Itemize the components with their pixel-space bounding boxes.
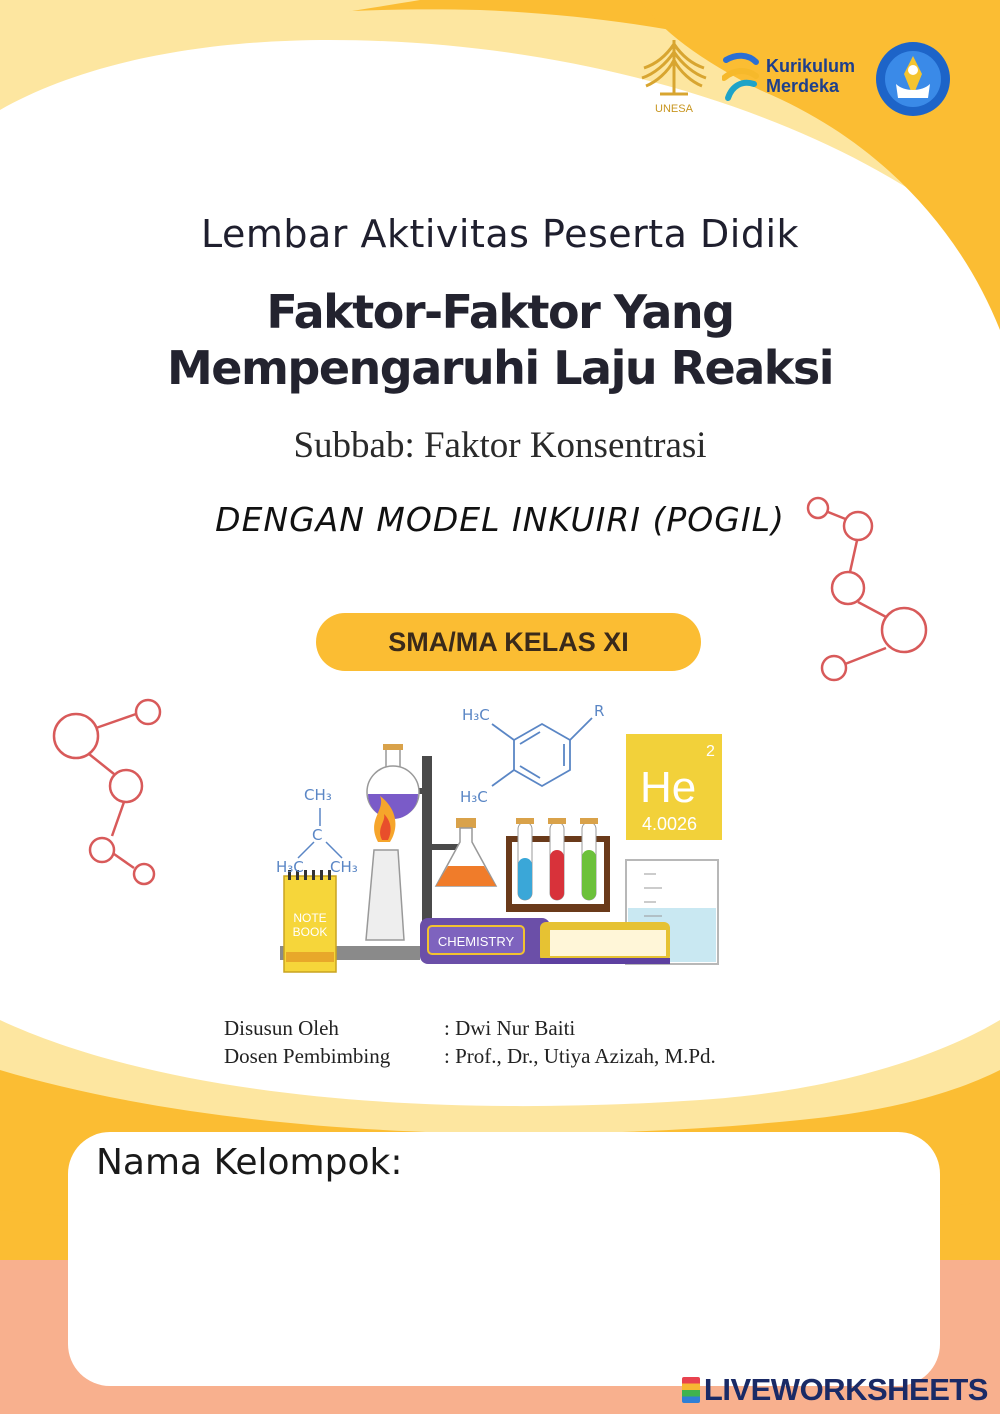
worksheet-subtitle: Lembar Aktivitas Peserta Didik <box>200 212 800 256</box>
kurikulum-logo-line1: Kurikulum <box>766 56 856 76</box>
erlenmeyer-flask <box>436 818 496 886</box>
credits-block <box>224 1014 716 1070</box>
tut-wuri-handayani-logo <box>874 40 952 118</box>
kurikulum-merdeka-logo <box>722 50 872 106</box>
notebook-label-2: BOOK <box>292 925 328 939</box>
formula-left-ch3-top: CH₃ <box>304 786 332 804</box>
test-tube-rack <box>506 818 610 912</box>
worksheet-title <box>0 284 1000 396</box>
advisor-row <box>224 1042 716 1070</box>
retort-stand <box>422 756 432 926</box>
unesa-logo <box>636 34 712 118</box>
element-symbol: He <box>640 763 697 812</box>
kurikulum-logo-line2: Merdeka <box>766 76 840 96</box>
book-label: CHEMISTRY <box>437 934 515 949</box>
chemistry-books <box>420 918 670 964</box>
author-label: Disusun Oleh <box>224 1016 339 1040</box>
title-line-1: Faktor-Faktor Yang <box>266 285 734 339</box>
advisor-label: Dosen Pembimbing <box>224 1044 391 1068</box>
liveworksheets-watermark <box>682 1372 988 1408</box>
element-mass: 4.0026 <box>642 814 698 834</box>
title-line-2: Mempengaruhi Laju Reaksi <box>167 341 833 395</box>
molecule-decoration-left <box>44 692 174 892</box>
chemistry-lab-illustration <box>270 690 730 980</box>
watermark-text: LIVEWORKSHEETS <box>703 1372 988 1407</box>
advisor-value: : Prof., Dr., Utiya Azizah, M.Pd. <box>444 1044 716 1068</box>
author-value: : Dwi Nur Baiti <box>444 1016 576 1040</box>
notebook-label-1: NOTE <box>293 911 327 925</box>
formula-left-ch3: CH₃ <box>330 858 358 876</box>
class-level-badge: SMA/MA KELAS XI <box>316 613 701 671</box>
author-row <box>224 1014 716 1042</box>
liveworksheets-logo-icon <box>682 1377 700 1403</box>
notebook <box>284 870 336 972</box>
formula-left-h3c: H₃C <box>276 858 304 876</box>
helium-element-card <box>626 734 722 840</box>
formula-ring-h3c-bottom: H₃C <box>460 788 488 806</box>
learning-model-text: DENGAN MODEL INKUIRI (POGIL) <box>215 500 785 539</box>
group-name-label: Nama Kelompok: <box>96 1142 403 1183</box>
formula-ring-h3c-top: H₃C <box>462 706 490 724</box>
formula-ring-r: R <box>594 702 605 720</box>
subbab-heading: Subbab: Faktor Konsentrasi <box>293 425 707 466</box>
element-number: 2 <box>706 743 715 760</box>
benzene-ring-formula <box>492 718 592 786</box>
formula-left-c: C <box>312 826 323 844</box>
unesa-logo-text: UNESA <box>655 103 693 115</box>
round-bottom-flask <box>367 744 419 819</box>
